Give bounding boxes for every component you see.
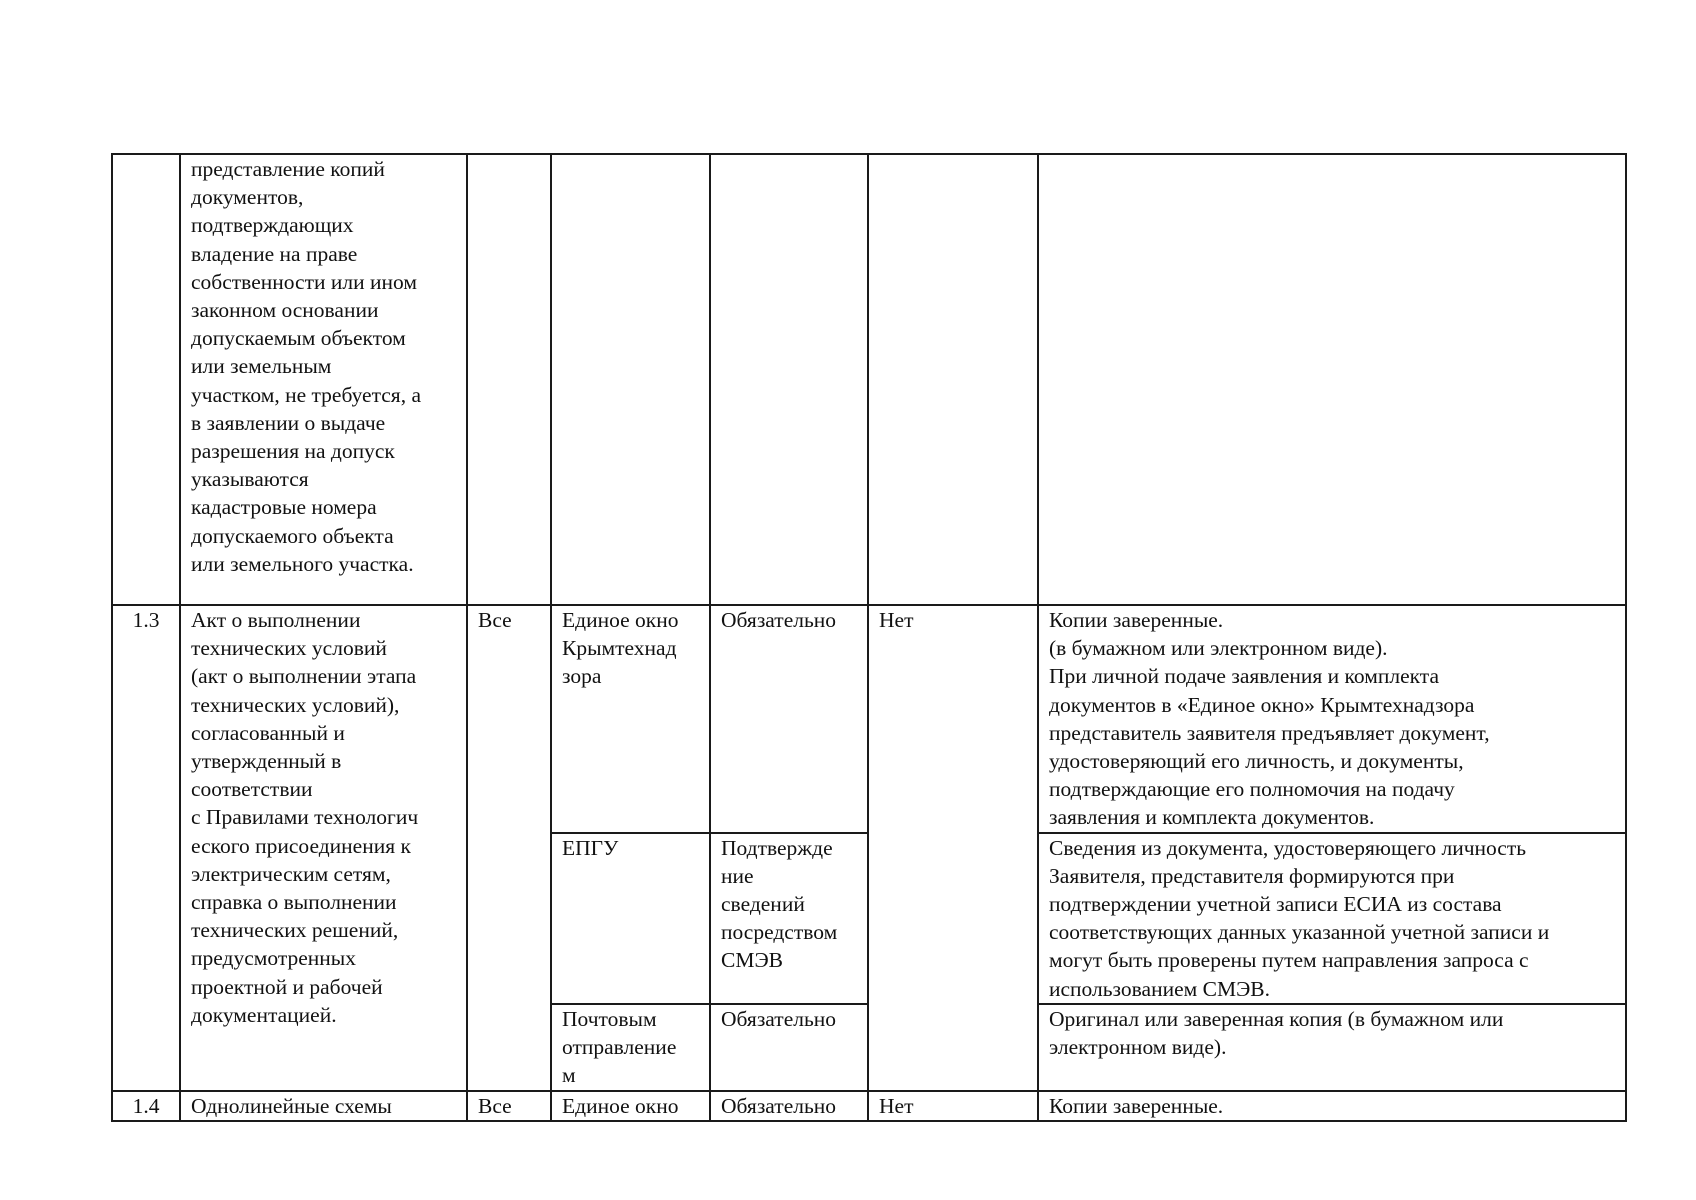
requirement-cell: [710, 154, 868, 605]
row-number-cell: 1.4: [112, 1091, 180, 1121]
document-name-cell: Однолинейные схемы: [180, 1091, 467, 1121]
requirement-text: Подтвержде ние сведений посредством СМЭВ: [721, 835, 838, 973]
requirements-table: [111, 153, 1627, 1122]
requirement-text: Обязательно: [721, 1006, 837, 1031]
channel-cell: Единое окно: [551, 1091, 710, 1121]
notes-text: Сведения из документа, удостоверяющего личность Заявителя, представителя формируются при подтверждении учетной записи ЕСИА из состава соответствующих данных указанной учетной записи и могут быть проверены путем направления запроса с использованием СМЭВ.: [1049, 835, 1550, 1001]
fee-cell: Нет: [868, 605, 1038, 1091]
channel-cell: [551, 833, 710, 1004]
notes-cell: [1038, 1004, 1626, 1091]
requirement-cell: Обязательно: [710, 1091, 868, 1121]
channel-cell: [551, 605, 710, 833]
table-row: [112, 1091, 1626, 1121]
document-name-text: представление копий документов, подтверждающих владение на праве собственности или ином законном основании допускаемым объектом или земельным участком, не требуется, а в заявлении о выдаче разрешения на допуск указываются кадастровые номера допускаемого объекта или земельного участка.: [191, 157, 421, 576]
document-name-cell: [180, 154, 467, 605]
channel-text: Единое окно Крымтехнад зора: [562, 608, 679, 689]
notes-cell: [1038, 605, 1626, 833]
channel-text: ЕПГУ: [562, 835, 619, 860]
table-row: [112, 154, 1626, 605]
applicants-cell: Все: [467, 605, 551, 1091]
document-name-cell: [180, 605, 467, 1091]
notes-text: Копии заверенные. (в бумажном или электронном виде). При личной подаче заявления и комплекта документов в «Единое окно» Крымтехнадзора представитель заявителя предъявляет документ, удостоверяющий его личность, и документы, подтверждающие его полномочия на подачу заявления и комплекта документов.: [1049, 608, 1490, 830]
fee-cell: [868, 154, 1038, 605]
channel-cell: [551, 154, 710, 605]
channel-cell: [551, 1004, 710, 1091]
requirement-cell: [710, 833, 868, 1004]
notes-cell: [1038, 833, 1626, 1004]
notes-cell: [1038, 154, 1626, 605]
table-row: [112, 605, 1626, 833]
requirement-cell: [710, 605, 868, 833]
notes-cell: Копии заверенные.: [1038, 1091, 1626, 1121]
document-name-text: Акт о выполнении технических условий (акт о выполнении этапа технических условий), согласованный и утвержденный в соответствии с Правилами технологич еского присоединения к электрическим сетям, справка о выполнении технических решений, предусмотренных проектной и рабочей документацией.: [191, 608, 419, 1027]
requirement-cell: [710, 1004, 868, 1091]
row-number-cell: [112, 154, 180, 605]
requirement-text: Обязательно: [721, 608, 837, 632]
applicants-cell: Все: [467, 1091, 551, 1121]
applicants-cell: [467, 154, 551, 605]
notes-text: Оригинал или заверенная копия (в бумажном или электронном виде).: [1049, 1006, 1504, 1060]
channel-text: Почтовым отправление м: [562, 1006, 677, 1088]
row-number-cell: 1.3: [112, 605, 180, 1091]
fee-cell: Нет: [868, 1091, 1038, 1121]
